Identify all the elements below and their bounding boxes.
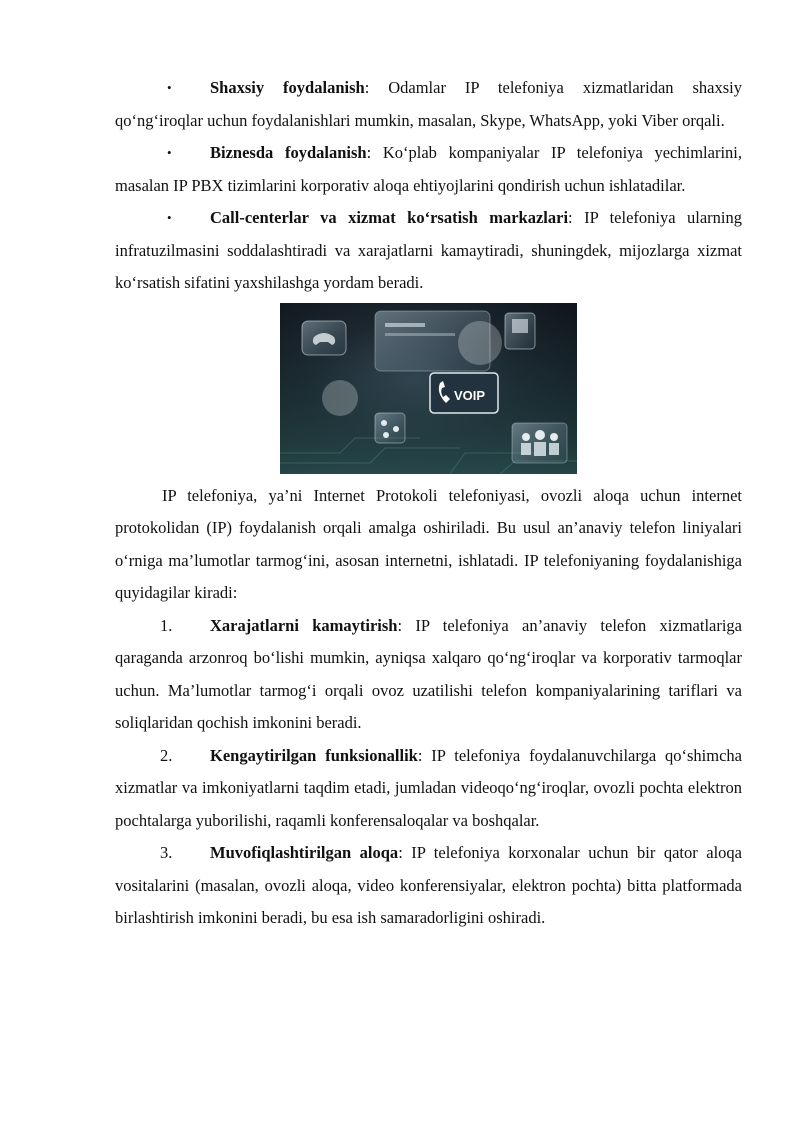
- numbered-item-cost-reduction: [115, 610, 742, 740]
- item-number: 3.: [160, 843, 173, 862]
- network-icon: [375, 413, 405, 443]
- bullet-text: : Odamlar IP telefoniya xizmatlaridan shaxsiy qo‘ng‘iroqlar uchun foydalanishlari mumkin, masalan, Skype, WhatsApp, yoki Viber orqali.: [115, 78, 742, 130]
- voip-label: VOIP: [454, 387, 486, 403]
- bullet-marker: •: [167, 145, 172, 160]
- item-title: Kengaytirilgan funksionallik: [210, 745, 418, 765]
- item-number: 2.: [160, 745, 173, 765]
- voip-illustration-graphic: [280, 303, 577, 474]
- bullet-title: Biznesda foydalanish: [210, 143, 367, 162]
- item-title: Xarajatlarni kamaytirish: [210, 615, 398, 635]
- numbered-item-unified-communication: [115, 837, 742, 935]
- bullet-text: : Ko‘plab kompaniyalar IP telefoniya yechimlarini, masalan IP PBX tizimlarini korporativ aloqa ehtiyojlarini qondirish uchun ishlatadilar.: [115, 143, 742, 195]
- bullet-marker: •: [167, 80, 172, 95]
- document-body: [115, 72, 742, 935]
- bullet-marker: •: [167, 210, 172, 225]
- people-icon: [512, 423, 567, 463]
- item-number: 1.: [160, 615, 173, 635]
- bullet-item-call-centers: [115, 202, 742, 300]
- voip-badge: [430, 373, 498, 413]
- voip-illustration: [280, 303, 577, 474]
- item-text: : IP telefoniya korxonalar uchun bir qator aloqa vositalarini (masalan, ovozli aloqa, video konferensiyalar, elektron pochta) bitta platformada birlashtirish imkonini beradi, bu esa ish samaradorligini oshiradi.: [115, 843, 742, 927]
- item-text: : IP telefoniya an’anaviy telefon xizmatlariga qaraganda arzonroq bo‘lishi mumkin, ayniqsa xalqaro qo‘ng‘iroqlar va korporativ tarmoqlar uchun. Ma’lumotlar tarmog‘i orqali ovoz uzatilishi telefon kompaniyalarining tariflari va soliqlaridan qochish imkonini beradi.: [115, 615, 743, 732]
- device-icon: [505, 313, 535, 349]
- bullet-item-personal-use: [115, 72, 742, 137]
- item-title: Muvofiqlashtirilgan aloqa: [210, 843, 399, 862]
- item-text: : IP telefoniya foydalanuvchilarga qo‘shimcha xizmatlar va imkoniyatlarni taqdim etadi, jumladan videoqo‘ng‘iroqlar, ovozli pochta elektron pochtalarga yuborilishi, raqamli konferensaloqalar va boshqalar.: [115, 745, 742, 830]
- bullet-title: Shaxsiy foydalanish: [210, 78, 365, 97]
- gamepad-icon: [302, 321, 346, 355]
- bullet-item-business-use: [115, 137, 742, 202]
- bullet-text: : IP telefoniya ularning infratuzilmasini soddalashtiradi va xarajatlarni kamaytiradi, shuningdek, mijozlarga xizmat ko‘rsatish sifatini yaxshilashga yordam beradi.: [115, 208, 742, 292]
- intro-paragraph: IP telefoniya, ya’ni Internet Protokoli telefoniyasi, ovozli aloqa uchun internet protokolidan (IP) foydalanish orqali amalga oshiriladi. Bu usul an’anaviy telefon liniyalari o‘rniga ma’lumotlar tarmog‘ini, asosan internetni, ishlatadi. IP telefoniyaning foydalanishiga quyidagilar kiradi:: [115, 485, 742, 602]
- bullet-title: Call-centerlar va xizmat ko‘rsatish markazlari: [210, 208, 569, 227]
- numbered-item-extended-functionality: [115, 740, 742, 838]
